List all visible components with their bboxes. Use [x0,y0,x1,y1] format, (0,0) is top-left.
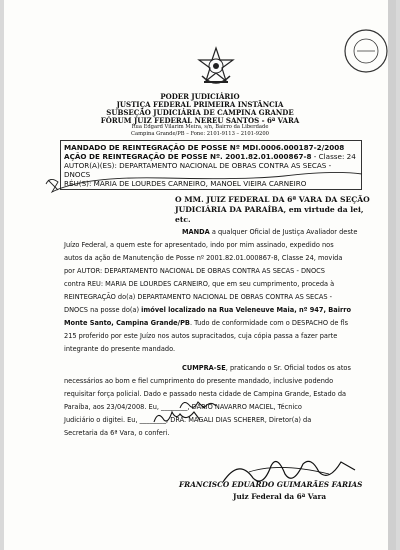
coat-of-arms-icon [194,46,238,90]
header-forum: FÓRUM JUIZ FEDERAL NEREU SANTOS - 6ª VARA [100,116,300,125]
manda-keyword: MANDA [182,228,210,236]
body-p1-line-8 [64,319,348,327]
body-p1-line-10: integrante do presente mandado. [64,345,176,353]
body-p1-line-6: REINTEGRAÇÃO do(a) DEPARTAMENTO NACIONAL DE OBRAS CONTRA AS SECAS - [64,293,332,301]
header-subsection: SUBSEÇÃO JUDICIÁRIA DE CAMPINA GRANDE [106,108,294,117]
case-box-plaintiff-abbr: DNOCS [64,170,91,179]
scan-edge [388,0,396,550]
body-p2-line-3: requisitar força policial. Dado e passado nesta cidade de Campina Grande, Estado da [64,390,347,398]
case-box-action-line [64,152,356,161]
header-power: PODER JUDICIÁRIO [160,92,240,101]
judge-title: Juiz Federal da 6ª Vara [233,492,327,501]
body-p1-line-1 [182,228,357,236]
body-p1-line-8-text: . Tudo de conformidade com o DESPACHO de fls [189,319,349,327]
body-p1-line-7 [64,306,351,314]
body-p1-line-3: autos da ação de Manutenção de Posse nº 2001.82.01.000867-8, Classe 24, movida [64,254,343,262]
property-address-part-1: imóvel localizado na Rua Veleneuve Maia, nº 947, Bairro [141,306,352,314]
property-address-part-2: Monte Santo, Campina Grande/PB [64,319,190,327]
case-box-defendants: RÉU(S): MARIA DE LOURDES CARNEIRO, MANOEL VIEIRA CARNEIRO [64,179,307,188]
body-p2-line-6: Secretaria da 6ª Vara, o conferi. [64,429,170,437]
body-p1-line-4: por AUTOR: DEPARTAMENTO NACIONAL DE OBRAS CONTRA AS SECAS - DNOCS [64,267,325,275]
cumpra-se-keyword: CUMPRA-SE [182,364,226,372]
case-box-action-number: AÇÃO DE REINTEGRAÇÃO DE POSSE Nº. 2001.82.01.000867-8 [64,152,312,161]
judge-name: FRANCISCO EDUARDO GUIMARÃES FARIAS [179,480,363,489]
handwritten-initials-2 [150,408,210,426]
header-address: Rua Edgard Vilarim Meira, s/n, Bairro da Liberdade [131,124,269,130]
handwritten-strikethrough-mark [44,162,364,198]
body-p1-line-1-text: a qualquer Oficial de Justiça Avaliador deste [209,228,358,236]
body-p1-line-2: Juízo Federal, a quem este for apresentado, indo por mim assinado, expedido nos [64,241,334,249]
body-p1-line-9: 215 proferido por este Juízo nos autos supracitados, cuja cópia passa a fazer parte [64,332,338,340]
body-p2-line-1-text: , praticando o Sr. Oficial todos os atos [225,364,351,372]
addressee-line-3: etc. [175,215,191,224]
seal-stamp-icon [343,28,389,74]
body-p1-line-5: contra REU: MARIA DE LOURDES CARNEIRO, que em seu cumprimento, proceda à [64,280,335,288]
addressee-line-2: JUDICIÁRIA DA PARAÍBA, em virtude da lei, [175,205,364,214]
header-phone: Campina Grande/PB – Fone: 2101-9113 – 2101-9200 [131,131,269,137]
body-p2-line-2: necessários ao bom e fiel cumprimento do presente mandado, inclusive podendo [64,377,334,385]
case-box-mandate-number: MANDADO DE REINTEGRAÇÃO DE POSSE Nº MDI.0006.000187-2/2008 [64,143,345,152]
header-justice: JUSTIÇA FEDERAL PRIMEIRA INSTÂNCIA [116,100,284,109]
mandate-document-page [4,0,396,550]
body-p1-line-7-text: DNOCS na posse do(a) [64,306,142,314]
body-p2-line-5: Judiciário o digitei. Eu, ________, DRA. MAGALI DIAS SCHERER, Diretor(a) da [64,416,312,424]
court-seal-stamp [343,28,389,74]
addressee-line-1: O MM. JUIZ FEDERAL DA 6ª VARA DA SEÇÃO [175,195,370,204]
case-box-class: - Classe: 24 [311,152,356,161]
body-p2-line-1 [182,364,351,372]
case-box-plaintiff: AUTOR(A)(ES): DEPARTAMENTO NACIONAL DE OBRAS CONTRA AS SECAS - [64,161,332,170]
body-p2-line-4: Paraíba, aos 23/04/2008. Eu, ________, DARIO NAVARRO MACIEL, Técnico [64,403,302,411]
